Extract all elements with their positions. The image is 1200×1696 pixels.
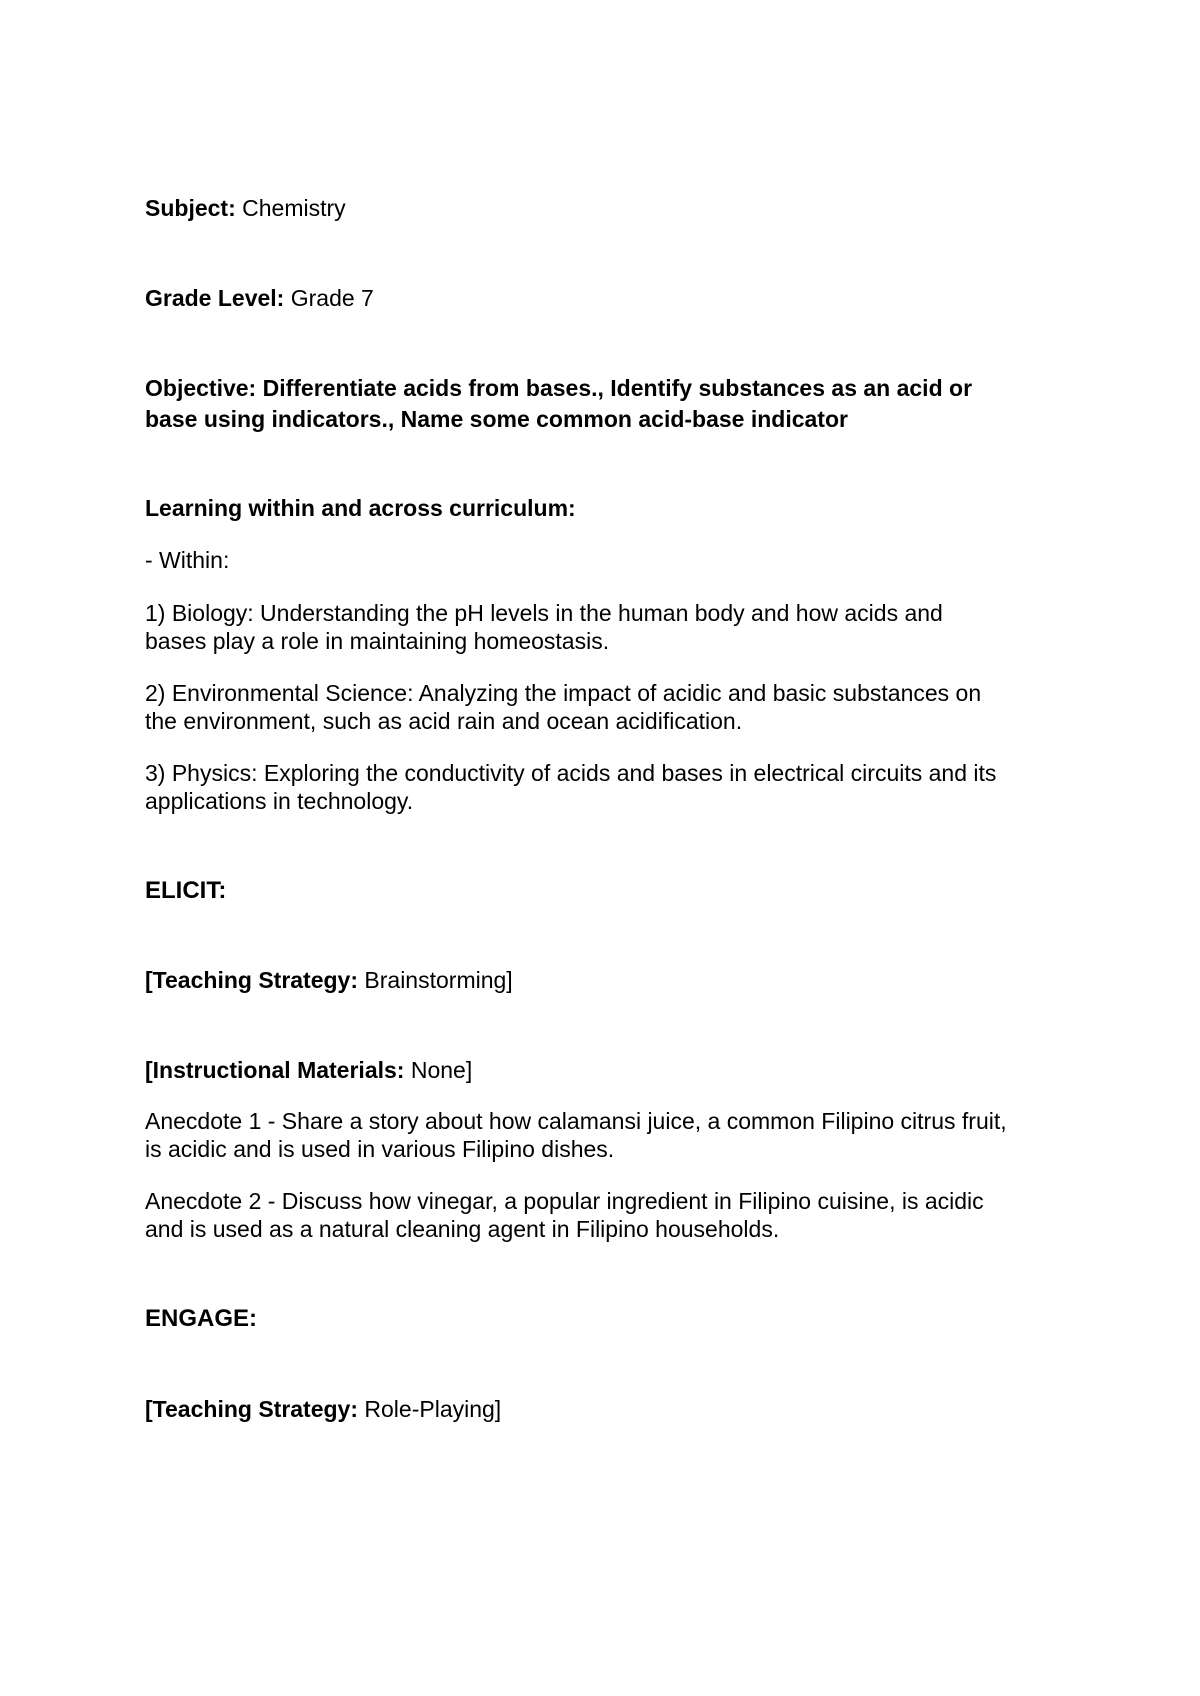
elicit-materials-label: Instructional Materials: (152, 1057, 405, 1083)
engage-strategy-value: Role-Playing] (364, 1396, 502, 1422)
subject-line (145, 194, 1065, 222)
elicit-strategy-open: [ (145, 967, 153, 993)
elicit-strategy-value: Brainstorming] (364, 967, 513, 993)
subject-label: Subject: (145, 195, 236, 221)
engage-strategy-line (145, 1395, 1065, 1423)
anecdote-1-line-1: Anecdote 1 - Share a story about how calamansi juice, a common Filipino citrus fruit, (145, 1108, 1007, 1134)
learning-item-1-line-1: 1) Biology: Understanding the pH levels in the human body and how acids and (145, 600, 943, 626)
elicit-materials-open: [ (145, 1057, 153, 1083)
learning-item-3-line-1: 3) Physics: Exploring the conductivity of acids and bases in electrical circuits and its (145, 760, 997, 786)
engage-heading: ENGAGE: (145, 1305, 258, 1332)
engage-strategy-open: [ (145, 1396, 153, 1422)
within-label: - Within: (145, 547, 230, 573)
subject-value: Chemistry (242, 195, 346, 221)
objective-text-1: Differentiate acids from bases., Identify substances as an acid or (262, 375, 973, 401)
objective-text-2: base using indicators., Name some common acid-base indicator (145, 406, 848, 432)
learning-item-1-line-2: bases play a role in maintaining homeostasis. (145, 628, 610, 654)
objective-line-1 (145, 374, 1065, 402)
elicit-materials-value: None] (410, 1057, 473, 1083)
anecdote-2-line-1: Anecdote 2 - Discuss how vinegar, a popular ingredient in Filipino cuisine, is acidic (145, 1188, 984, 1214)
anecdote-2-line-2: and is used as a natural cleaning agent in Filipino households. (145, 1216, 780, 1242)
objective-label: Objective: (145, 375, 257, 401)
learning-item-3-line-2: applications in technology. (145, 788, 414, 814)
elicit-strategy-label: Teaching Strategy: (152, 967, 359, 993)
elicit-materials-line (145, 1056, 1065, 1084)
engage-strategy-label: Teaching Strategy: (152, 1396, 359, 1422)
objective-line-2 (145, 405, 1065, 433)
grade-level-value: Grade 7 (290, 285, 374, 311)
elicit-strategy-line (145, 966, 1065, 994)
learning-item-2-line-2: the environment, such as acid rain and ocean acidification. (145, 708, 743, 734)
anecdote-1-line-2: is acidic and is used in various Filipino dishes. (145, 1136, 615, 1162)
grade-level-label: Grade Level: (145, 285, 285, 311)
learning-item-2-line-1: 2) Environmental Science: Analyzing the impact of acidic and basic substances on (145, 680, 982, 706)
elicit-heading: ELICIT: (145, 877, 227, 904)
grade-level-line (145, 284, 1065, 312)
learning-heading: Learning within and across curriculum: (145, 495, 576, 521)
